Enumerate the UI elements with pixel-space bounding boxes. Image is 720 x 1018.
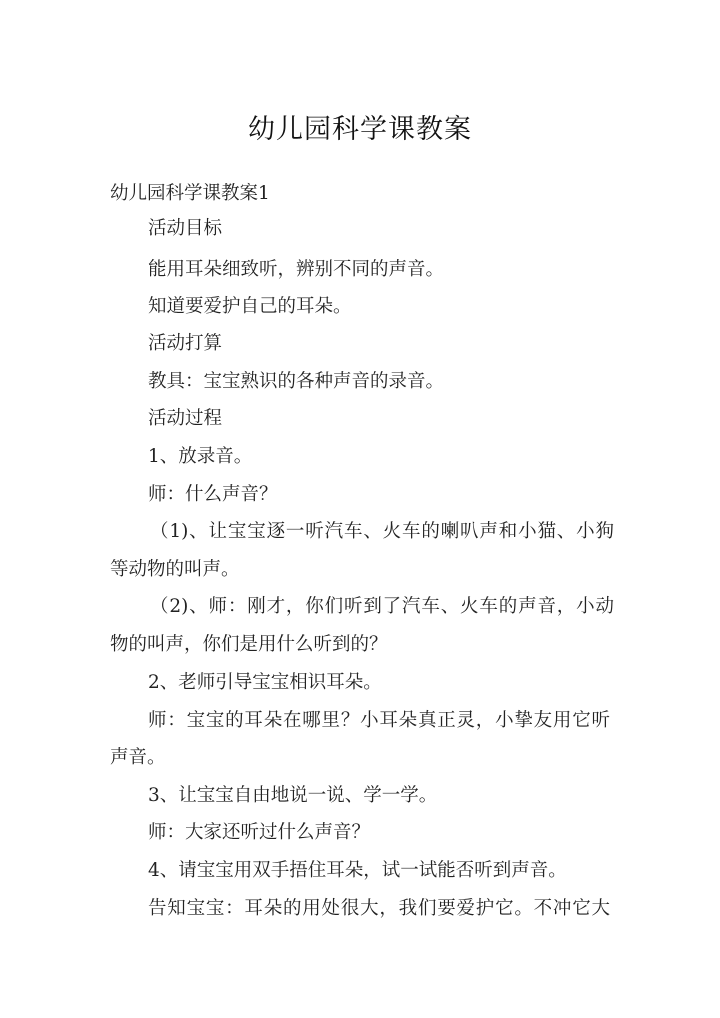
section-heading: 幼儿园科学课教案1: [110, 183, 270, 204]
paragraph-line: 能用耳朵细致听，辨别不同的声音。: [148, 259, 445, 280]
paragraph-line: 声音。: [110, 747, 166, 768]
document-title: 幼儿园科学课教案: [248, 114, 472, 145]
paragraph-line: 等动物的叫声。: [110, 559, 240, 580]
paragraph-line: 教具：宝宝熟识的各种声音的录音。: [148, 371, 445, 392]
paragraph-line: 知道要爱护自己的耳朵。: [148, 296, 352, 317]
paragraph-line: 告知宝宝：耳朵的用处很大，我们要爱护它。不冲它大: [148, 898, 610, 919]
paragraph-line: 师：宝宝的耳朵在哪里？小耳朵真正灵，小挚友用它听: [148, 710, 610, 731]
paragraph-line: 师：什么声音？: [148, 484, 278, 505]
subheading-preparation: 活动打算: [148, 333, 223, 354]
subheading-process: 活动过程: [148, 408, 223, 429]
paragraph-line: 师：大家还听过什么声音？: [148, 822, 371, 843]
paragraph-line: 2、老师引导宝宝相识耳朵。: [148, 672, 382, 693]
paragraph-line: （1)、让宝宝逐一听汽车、火车的喇叭声和小猫、小狗: [150, 521, 614, 542]
paragraph-line: 4、请宝宝用双手捂住耳朵，试一试能否听到声音。: [148, 860, 567, 881]
paragraph-line: 3、让宝宝自由地说一说、学一学。: [148, 785, 438, 806]
subheading-goals: 活动目标: [148, 218, 223, 239]
paragraph-line: 物的叫声，你们是用什么听到的？: [110, 634, 388, 655]
paragraph-line: （2)、师：刚才，你们听到了汽车、火车的声音，小动: [150, 596, 614, 617]
paragraph-line: 1、放录音。: [148, 446, 253, 467]
